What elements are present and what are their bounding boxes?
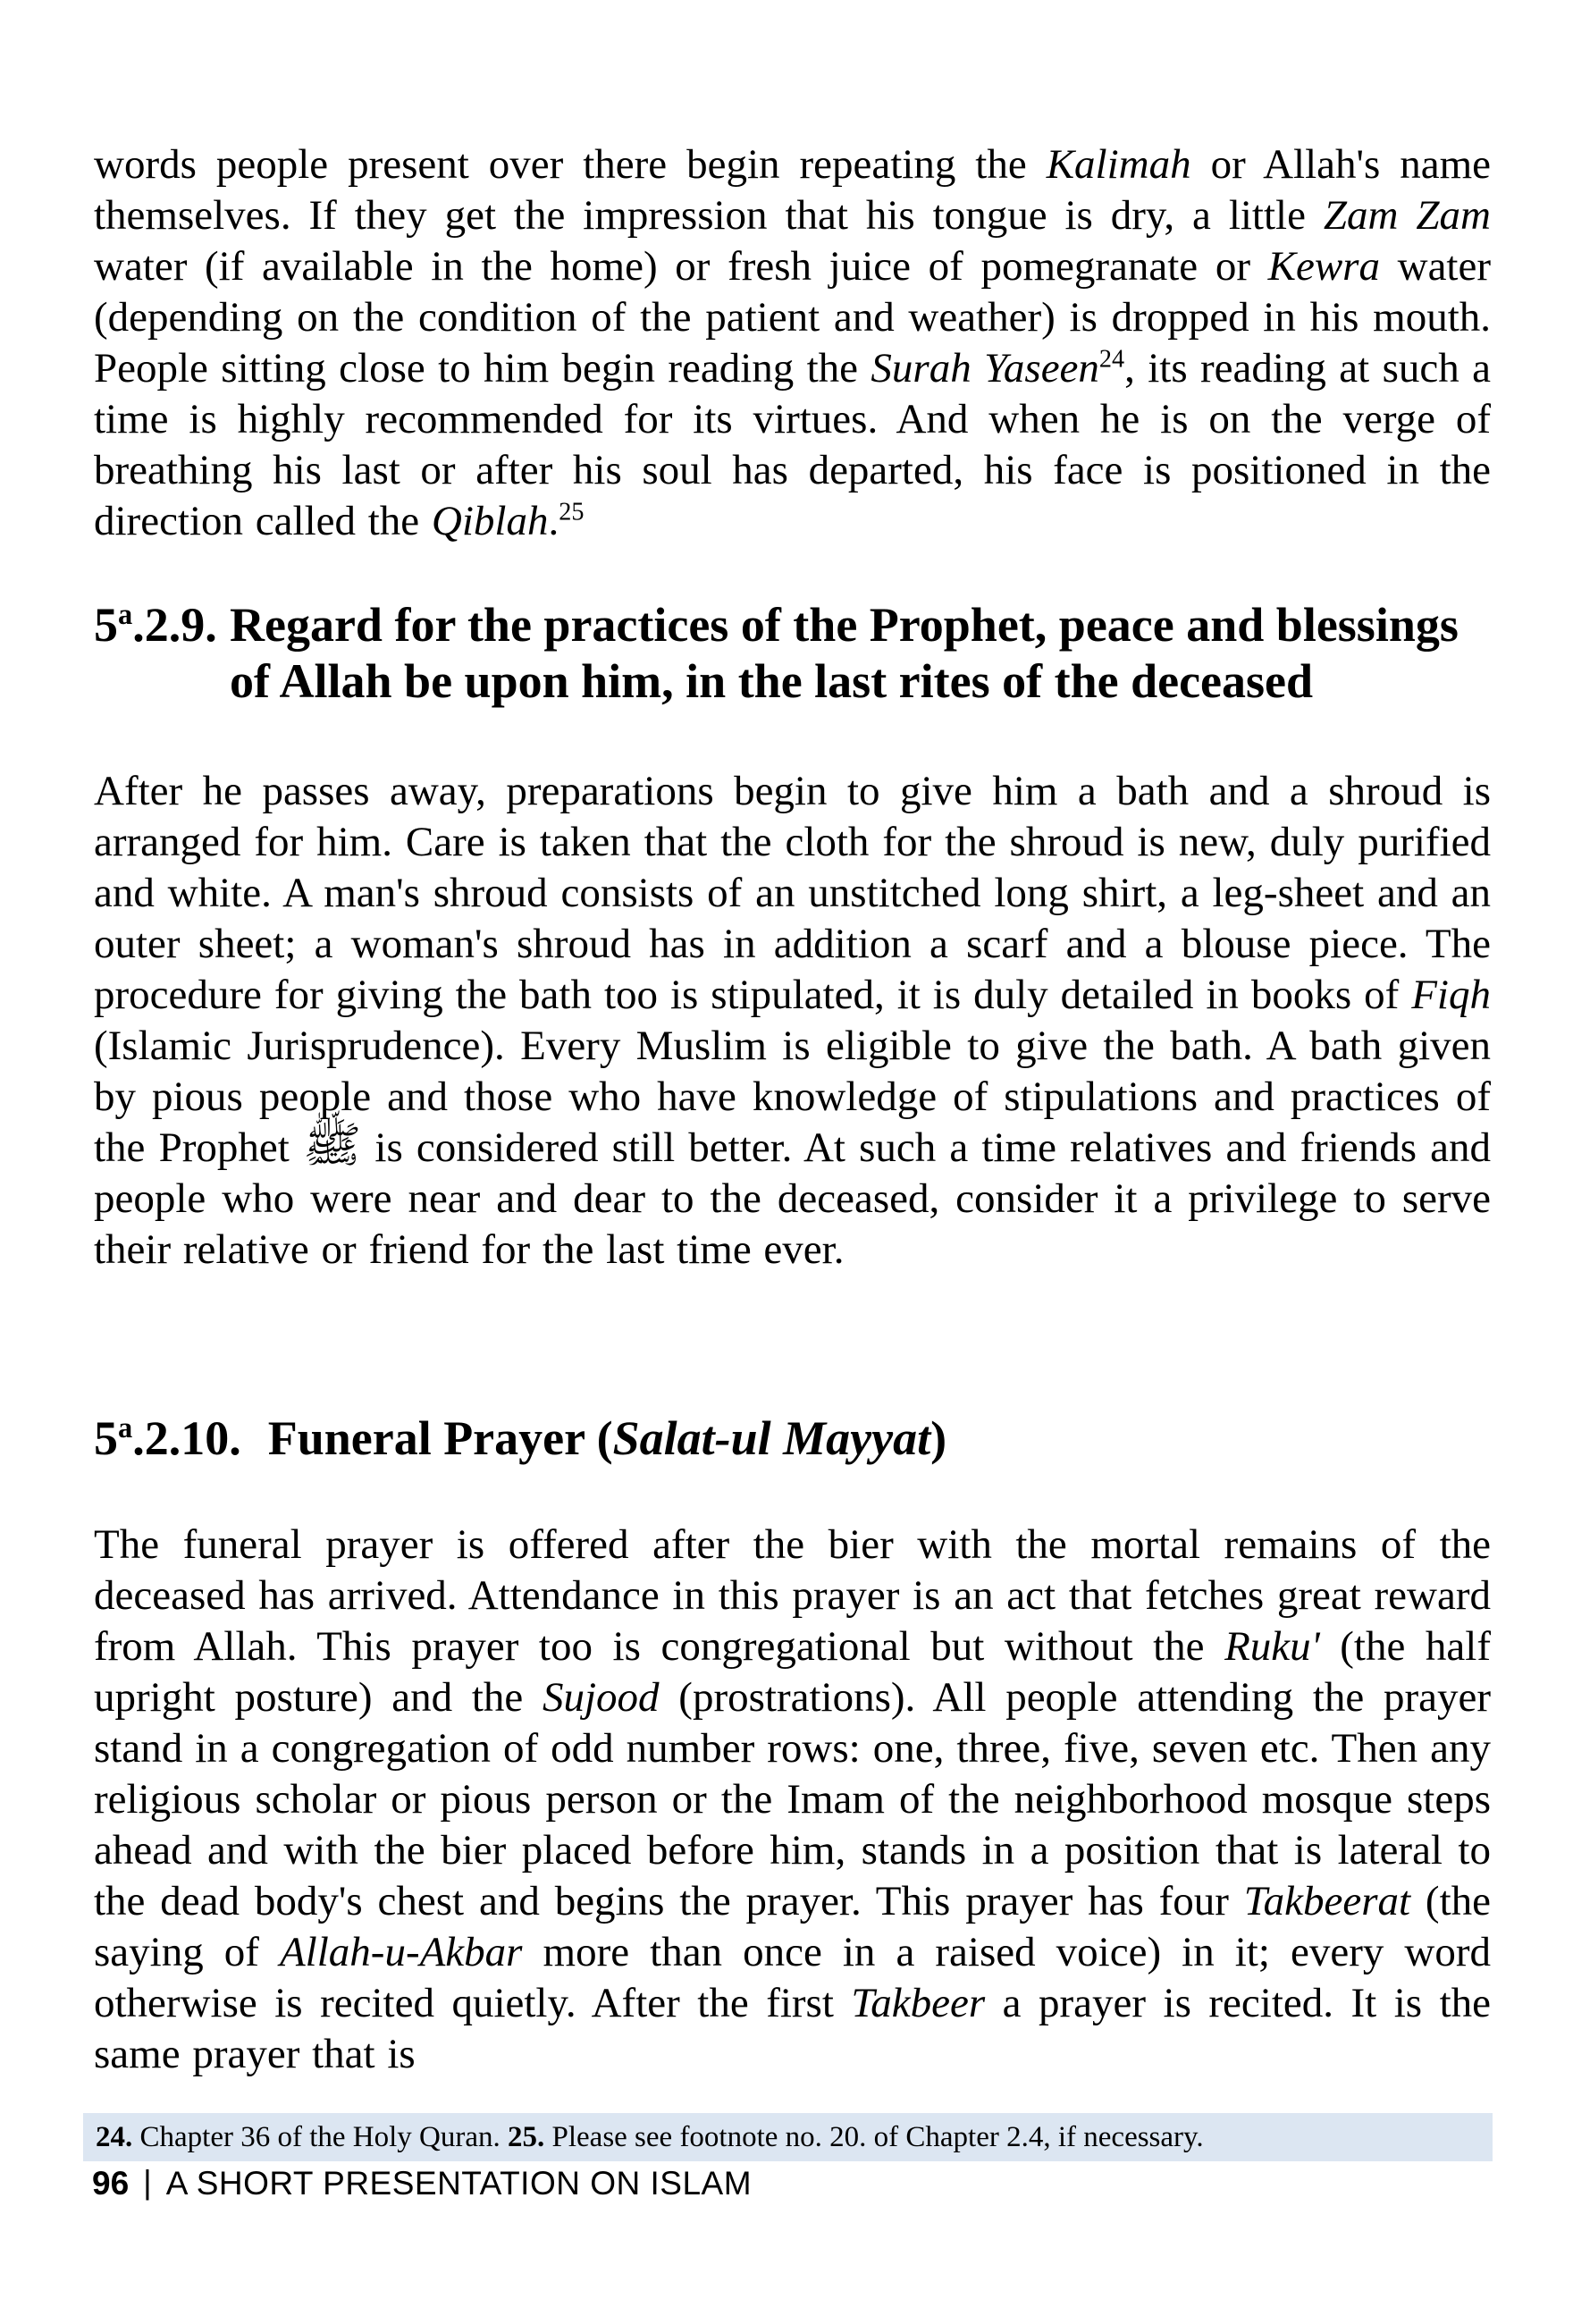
section-heading-5a-2-9 bbox=[94, 597, 1491, 710]
section-title: Funeral Prayer (Salat-ul Mayyat) bbox=[267, 1411, 947, 1465]
page-number: 96 bbox=[92, 2165, 130, 2202]
section-heading-5a-2-10 bbox=[94, 1410, 1491, 1467]
section-number: 5$^a$.2.10. bbox=[94, 1411, 241, 1465]
section-title: Regard for the practices of the Prophet, peace and blessings of Allah be upon him, in the last rites of the deceased bbox=[230, 598, 1459, 708]
section-number: 5$^a$.2.9. bbox=[94, 598, 217, 652]
intro-paragraph: words people present over there begin repeating the Kalimah or Allah's name themselves. If they get the impression that his tongue is dry, a little Zam Zam water (if available in the home) or fresh juice of pomegranate or Kewra water (depending on the condition of the patient and weather) is dropped in his mouth. People sitting close to him begin reading the Surah Yaseen$^{24}$, its reading at such a time is highly recommended for its virtues. And when he is on the verge of breathing his last or after his soul has departed, his face is positioned in the direction called the Qiblah.$^{25}$ bbox=[94, 141, 1492, 544]
footnotes-bar: 24. Chapter 36 of the Holy Quran. 25. Please see footnote no. 20. of Chapter 2.4, if necessary. bbox=[83, 2113, 1493, 2161]
shroud-paragraph: After he passes away, preparations begin to give him a bath and a shroud is arranged for him. Care is taken that the cloth for the shroud is new, duly purified and white. A man's shroud consists of an unstitched long shirt, a leg-sheet and an outer sheet; a woman's shroud has in addition a scarf and a blouse piece. The procedure for giving the bath too is stipulated, it is duly detailed in books of Fiqh (Islamic Jurisprudence). Every Muslim is eligible to give the bath. A bath given by pious people and those who have knowledge of stipulations and practices of the Prophet ﷺ is considered still better. At such a time relatives and friends and people who were near and dear to the deceased, consider it a privilege to serve their relative or friend for the last time ever. bbox=[94, 768, 1491, 1273]
page-footer bbox=[92, 2164, 752, 2203]
footer-divider: | bbox=[143, 2164, 152, 2201]
book-title: A SHORT PRESENTATION ON ISLAM bbox=[165, 2165, 753, 2202]
prophet-honorific-icon: ﷺ bbox=[302, 1118, 362, 1172]
funeral-prayer-paragraph: The funeral prayer is offered after the bier with the mortal remains of the deceased has arrived. Attendance in this prayer is an act that fetches great reward from Allah. This prayer too is congregational but without the Ruku' (the half upright posture) and the Sujood (prostrations). All people attending the prayer stand in a congregation of odd number rows: one, three, five, seven etc. Then any religious scholar or pious person or the Imam of the neighborhood mosque steps ahead and with the bier placed before him, stands in a position that is lateral to the dead body's chest and begins the prayer. This prayer has four Takbeerat (the saying of Allah-u-Akbar more than once in a raised voice) in it; every word otherwise is recited quietly. After the first Takbeer a prayer is recited. It is the same prayer that is bbox=[94, 1521, 1492, 2077]
